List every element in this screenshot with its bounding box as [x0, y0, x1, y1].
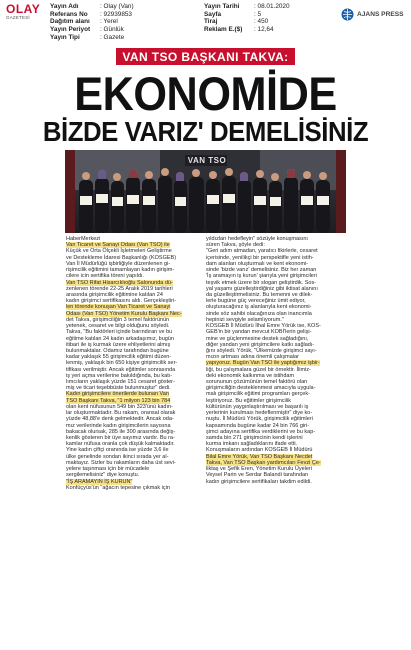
body-line: mine ve güçlenmesine destek sağladığını, — [206, 335, 309, 342]
body-line: lımcıların yaklaşık yüzde 151 cesaret göster- — [66, 379, 175, 386]
article-body-right-column — [206, 236, 346, 485]
body-line: KOSGEB İl Müdürü İlhal Emre Yörük ise, KOS- — [206, 323, 321, 330]
body-line: kapsamında bugüne kadar 24 bin 766 giri- — [206, 422, 310, 429]
body-line: olan kent nüfusunun 549 bin 323'ünü kadın- — [66, 403, 173, 410]
meta-row: Referans No : 92939853 — [50, 10, 132, 18]
meta-row: Yayın Adı : Olay (Van) — [50, 3, 134, 10]
article-body-left-column — [66, 236, 206, 491]
body-line: ve Destekleme İdaresi Başkanlığı (KOSGEB) — [66, 254, 177, 261]
body-line: diğer yandan yeni girişimcilere katkı sağladı- — [206, 341, 315, 348]
body-line: yal yaşamı güzelleştirdiğiniz gibi iktisat alanını — [206, 285, 318, 292]
body-line: "İŞ ARAMAYIN İŞ KURUN" — [66, 478, 133, 485]
meta-row: Reklam E.($) : 12,64 — [204, 26, 274, 34]
body-line: Van TSO Rifat Hisarcıklıoğlu Salonunda dü- — [66, 279, 173, 286]
body-line: arasında girişimcilik eğitimine katılan 24 — [66, 291, 163, 298]
body-line: Takva, "Bu faktörleri içinde barındıran ve bu — [66, 329, 173, 336]
body-line: yıldızları hedefleyin" sözüyle konuşmasını — [206, 236, 308, 242]
body-line: nuştu. İl Müdürü Yörük, girişimcilik eğitimleri — [206, 416, 313, 423]
body-line: kültürünün yaygınlaştırılması ve başarılı iş — [206, 403, 309, 410]
body-line: GEB'in bir yandan mevcut KOBİ'lerin gelişi- — [206, 329, 312, 336]
meta-row: Sayfa : 5 — [204, 10, 262, 18]
body-line: eğitime katılan 24 kadın arkadaşımız, bugün — [66, 335, 174, 342]
body-line: mızın artması adına önemli çalışmalar — [206, 354, 299, 361]
body-line: det Takva, girişimciliğin 3 temel faktörünün — [66, 316, 170, 323]
body-line: sinde söz sahibi olacağınıza olan inancımla — [206, 310, 312, 317]
body-line: "Geri adım atmadan, yaratıcı fikirlerle, cesaret — [206, 248, 318, 255]
body-line: da güzelleştirmelisiniz. Bu temenni ve dilek- — [206, 291, 313, 298]
body-line: yerlerinin kurulması hedeflenmiştir" diye ko- — [206, 410, 313, 417]
body-line: teşvik etmek üzere bir slogan geliştirdik. Sos- — [206, 279, 317, 286]
body-line: şimci adayına sertifika verdiklerini ve bu kap- — [206, 428, 316, 435]
body-line: liği, bu çalışmalara güzel bir örnektir. İlimiz- — [206, 366, 311, 373]
body-line: ülke genelinde sondan ikinci sırada yer al- — [66, 453, 169, 460]
body-line: Van İl Müdürlüğü işbirliğiyle düzenlenen gi- — [66, 260, 171, 267]
body-line: Veysel Parin ve Serdar Balandi tarafından — [206, 472, 309, 479]
body-line: kadın girişimci sertifikasını aldı. Gerçekleştiri- — [66, 298, 177, 305]
body-line: maktayız. Sizler bu rakamların daha üst sevi- — [66, 459, 176, 466]
agency-logo: AJANS PRESS — [341, 8, 407, 22]
body-line: içerisinde, yenilikçi bir perspektifle yeni istih- — [206, 254, 314, 261]
body-line: oluşturacağınız iş alanlarıyla kent ekonomi- — [206, 304, 312, 311]
body-line: bulunmaktalar. Odamız tarafından bugüne — [66, 347, 169, 354]
meta-row: Yayın Tipi : Gazete — [50, 33, 125, 41]
body-line: yüzde 48,88'e denk gelmektedir. Ancak oda- — [66, 416, 174, 423]
body-line: kurma imkanı sağladıklarını ifade etti. — [206, 441, 298, 448]
article-photo — [65, 150, 346, 233]
body-line: tifikası verilmiştir. Ancak eğitimler sonrasında — [66, 366, 176, 373]
body-line: sorununun çözümünün temel faktörü olan — [206, 379, 308, 386]
body-line: samda bin 271 girişimcinin kendi işlerini — [206, 435, 303, 441]
body-line: Konuşmaların ardından KOSGEB İl Müdürü — [206, 447, 313, 454]
body-line: Takva, Van TSO Başkan yardımcıları Fevzi Çe- — [206, 459, 321, 466]
body-line: malı girişimcilik eğitimi programları gerçek- — [206, 391, 310, 398]
body-line: girişimciliğin desteklenmesi amacıyla uygula- — [206, 385, 316, 392]
publication-meta-right — [204, 3, 324, 34]
headline-secondary: BİZDE VARIZ' DEMELİSİNİZ — [42, 116, 369, 147]
body-line: Bilal Emre Yörük, Van TSO Başkanı Necdet — [206, 453, 313, 460]
body-line: dam alanları oluşturmalı ve kent ekonomi- — [206, 260, 309, 267]
meta-row: Tiraj : 450 — [204, 18, 269, 26]
body-line: itibari ile iş kurmak üzere ehliyetlerini almış — [66, 341, 171, 348]
headline-main: EKONOMİDE — [74, 67, 337, 120]
body-line: Odası (Van TSO) Yönetim Kurulu Başkanı Nec- — [66, 310, 182, 317]
headline-kicker: VAN TSO BAŞKANI TAKVA: — [0, 48, 411, 66]
body-line: Konfüçyüs'ün "ağacın tepesine çıkmak için — [66, 484, 170, 491]
body-line: sergilemelisiniz" diye konuştu. — [66, 472, 140, 479]
body-line: Yine kadın çiftçi oranında ise yüzde 3,6 ile — [66, 447, 169, 454]
body-line: iş yeri açma verilerine bakıldığında, bu katı- — [66, 372, 173, 379]
body-line: kadın girişimcilere sertifikaları takdim edildi. — [206, 478, 312, 485]
body-line: yapıyoruz. Bugün Van TSO ile yaptığımız işbir- — [206, 360, 320, 367]
body-line: lar oluşturmaktadır. Bu rakam, oransal olarak — [66, 410, 176, 417]
body-line: TSO Başkanı Takva, "1 milyon 123 bin 784 — [66, 397, 171, 404]
body-line: Kadın girişimcilere önerilerde bulunan Van — [66, 391, 169, 398]
body-line: rişimcilik eğitimini tamamlayan kadın girişim- — [66, 267, 175, 274]
body-line: len törende konuşan Van Ticaret ve Sanayi — [66, 304, 171, 311]
newspaper-logo: OLAY GAZETESİ — [6, 2, 41, 20]
publication-meta-left — [50, 3, 180, 42]
meta-row: Yayın Periyot : Günlük — [50, 26, 124, 34]
meta-row: Yayın Tarihi : 08.01.2020 — [204, 3, 290, 10]
body-line: cilere icin sertifika töreni yapıldı. — [66, 273, 144, 280]
body-line: zenlenen törende 22-25 Aralık 2019 tarihleri — [66, 285, 173, 292]
body-line: miş ve ticari teşebbüste bulunmuştur" dedi. — [66, 385, 171, 392]
body-line: lenmiş, yaklaşık bin 650 kişiye girişimcilik ser- — [66, 360, 178, 367]
photo-sign-text: VAN TSO — [187, 156, 227, 165]
body-line: yetenek, cesaret ve bilgi olduğunu söyledi. — [66, 323, 170, 330]
body-line: leştiriyoruz. Bu eğitimler girişimcilik — [206, 397, 291, 404]
agency-globe-icon — [341, 8, 354, 21]
body-line: kamlar nüfusa oranla çok düşük kalmaktadır. — [66, 441, 175, 448]
body-line: bakacak olursak, 285 ile 300 arasında değiş- — [66, 428, 176, 435]
body-line: 'İş aramayın iş kurun' şiarıyla yeni girişimcileri — [206, 273, 317, 280]
body-line: deki ekonomik kalkınma ve istihdam — [206, 372, 295, 379]
body-line: ğını söyledi. Yörük, "Ülkemizde girişimci sayı- — [206, 347, 317, 354]
clipping-header — [0, 0, 411, 44]
body-line: liktaş ve Şefik Eren, Yönetim Kurulu Üyeleri — [206, 466, 312, 473]
body-line: mız verilerinde kadın girişimcilerin sayısına — [66, 422, 171, 429]
body-line: sinde 'bizde varız' demelisiniz. Biz her zaman — [206, 267, 317, 274]
body-line: süren Takva, şöyle dedi: — [206, 242, 265, 249]
body-line: yelere taşınması için bir mücadele — [66, 466, 150, 473]
body-line: hepinizi sevgiyle selamlıyorum." — [206, 316, 284, 323]
meta-row: Dağıtım alanı : Yerel — [50, 18, 118, 26]
body-line: Van Ticaret ve Sanayi Odası (Van TSO) ile — [66, 242, 170, 249]
body-line: HaberMerkezi — [66, 236, 101, 242]
body-line: lerle bugüne güç vereceğiniz ümit ediyor, — [206, 298, 306, 305]
body-line: kenlik gösteren bir üye sayımız vardır. Bu ra- — [66, 435, 175, 441]
body-line: Küçük ve Orta Ölçekli İşletmeleri Geliştirme — [66, 248, 172, 255]
body-line: kadar yaklaşık 55 girişimcilik eğitimi düzen- — [66, 354, 172, 361]
